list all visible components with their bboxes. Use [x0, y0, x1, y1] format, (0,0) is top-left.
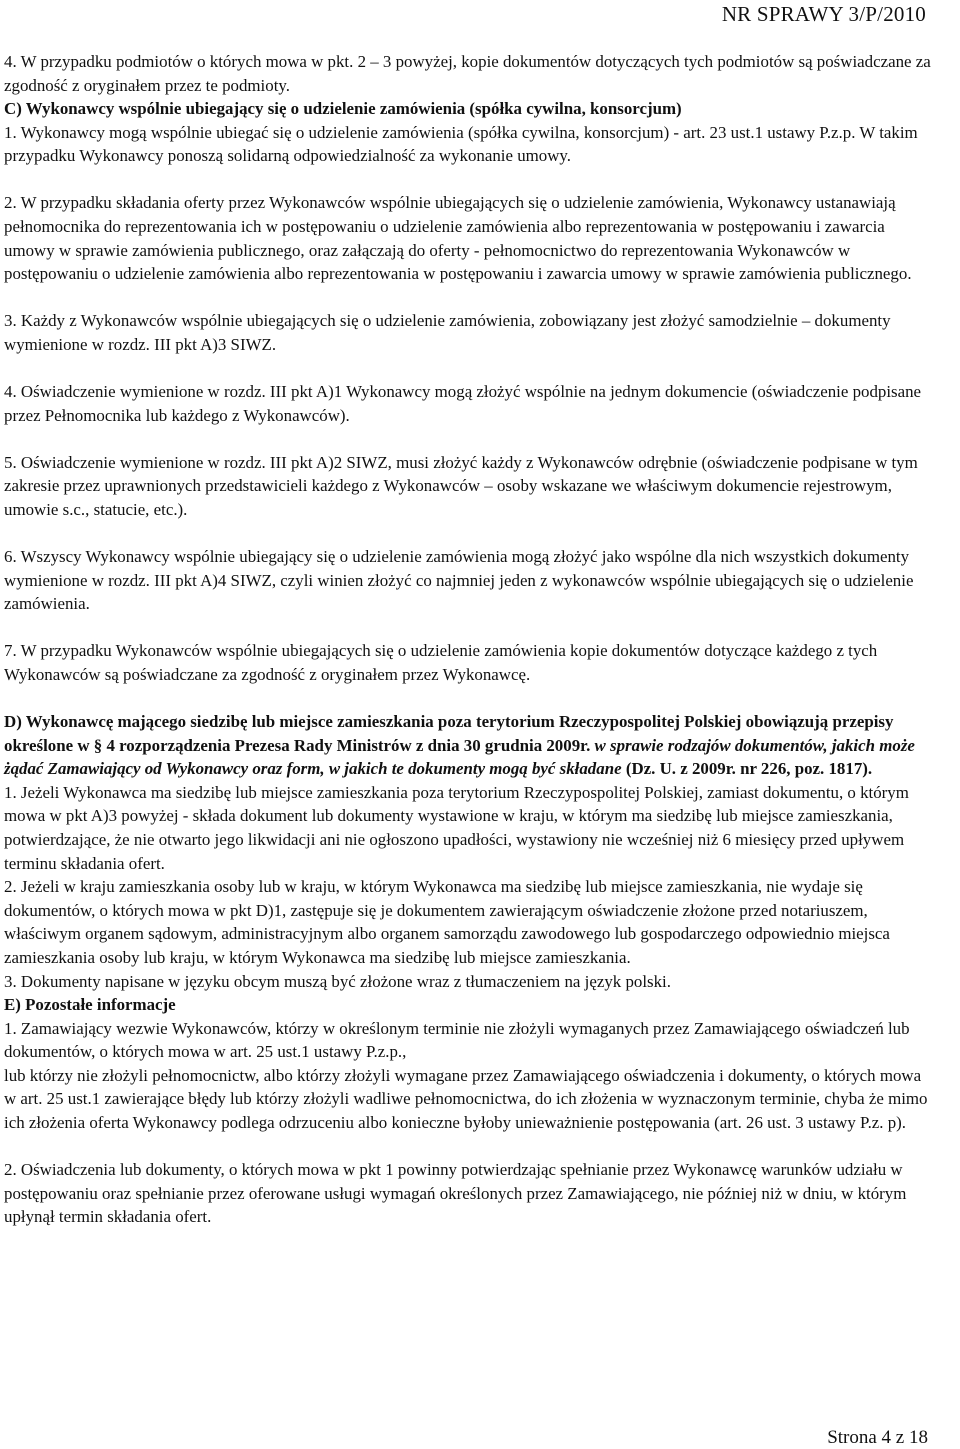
paragraph-c3: 3. Każdy z Wykonawców wspólnie ubiegających się o udzielenie zamówienia, zobowiązany jest złożyć samodzielnie – dokumenty wymienione w rozdz. III pkt A)3 SIWZ.	[4, 311, 891, 354]
paragraph-e2: 2. Oświadczenia lub dokumenty, o których mowa w pkt 1 powinny potwierdzając spełnianie przez Wykonawcę warunków udziału w postępowaniu oraz spełnianie przez oferowane usługi wymagań określonych przez Zamawiającego, nie później niż w dniu, w którym upłynął termin składania ofert.	[4, 1160, 907, 1227]
paragraph-d1: 1. Jeżeli Wykonawca ma siedzibę lub miejsce zamieszkania poza terytorium Rzeczypospolitej Polskiej, zamiast dokumentu, o którym mowa w pkt A)3 powyżej - składa dokument lub dokumenty wystawione w kraju, w którym ma siedzibę lub miejsce zamieszkania, potwierdzające, że nie otwarto jego likwidacji ani nie ogłoszono upadłości, wystawiony nie wcześniej niż 6 miesięcy przed upływem terminu składania ofert.	[4, 782, 909, 873]
case-number-header: NR SPRAWY 3/P/2010	[721, 2, 926, 26]
paragraph-c1: 1. Wykonawcy mogą wspólnie ubiegać się o udzielenie zamówienia (spółka cywilna, konsorcjum) - art. 23 ust.1 ustawy P.z.p. W takim przypadku Wykonawcy ponoszą solidarną odpowiedzialność za wykonanie umowy.	[4, 122, 918, 166]
paragraph-c4: 4. Oświadczenie wymienione w rozdz. III pkt A)1 Wykonawcy mogą złożyć wspólnie na jednym dokumencie (oświadczenie podpisane przez Pełnomocnika lub każdego z Wykonawców).	[4, 382, 922, 425]
section-d-heading-tail: (Dz. U. z 2009r. nr 226, poz. 1817).	[621, 759, 873, 779]
paragraph-c2: 2. W przypadku składania oferty przez Wykonawców wspólnie ubiegających się o udzielenie zamówienia, Wykonawcy ustanawiają pełnomocnika do reprezentowania ich w postępowaniu o udzielenie zamówienia albo reprezentowania w postępowaniu i zawarcia umowy w sprawie zamówienia publicznego, oraz załączają do oferty - pełnomocnictwo do reprezentowania Wykonawców w postępowaniu o udzielenie zamówienia albo reprezentowania w postępowaniu i zawarcia umowy w sprawie zamówienia publicznego.	[4, 193, 912, 284]
paragraph-e1-line2: lub którzy nie złożyli pełnomocnictw, albo którzy złożyli wymagane przez Zamawiającego oświadczenia i dokumenty, o których mowa w art. 25 ust.1 zawierające błędy lub którzy złożyli wadliwe pełnomocnictwa, do ich złożenia w wyznaczonym terminie, chyba że mimo ich złożenia oferta Wykonawcy podlega odrzuceniu albo konieczne byłoby unieważnienie postępowania (art. 26 ust. 3 ustawy P.z. p).	[4, 1065, 928, 1133]
paragraph-c5: 5. Oświadczenie wymienione w rozdz. III pkt A)2 SIWZ, musi złożyć każdy z Wykonawców odrębnie (oświadczenie podpisane w tym zakresie przez uprawnionych przedstawicieli każdego z Wykonawców – osoby wskazane we właściwym dokumencie rejestrowym, umowie s.c., statucie, etc.).	[4, 452, 918, 519]
section-d-heading	[4, 710, 934, 781]
section-c-heading: C) Wykonawcy wspólnie ubiegający się o udzielenie zamówienia (spółka cywilna, konsorcjum)	[4, 99, 682, 119]
section-e-heading: E) Pozostałe informacje	[4, 995, 176, 1015]
page-number: Strona 4 z 18	[827, 1427, 928, 1448]
section-d-heading-text: D) Wykonawcę mającego siedzibę lub miejsce zamieszkania poza terytorium Rzeczypospolitej Polskiej obowiązują przepisy określone w § 4 rozporządzenia Prezesa Rady Ministrów z dnia 30 grudnia 2009r.	[4, 711, 894, 755]
paragraph-d3: 3. Dokumenty napisane w języku obcym muszą być złożone wraz z tłumaczeniem na język polski.	[4, 971, 671, 991]
paragraph-d2: 2. Jeżeli w kraju zamieszkania osoby lub w kraju, w którym Wykonawca ma siedzibę lub miejsce zamieszkania, nie wydaje się dokumentów, o których mowa w pkt D)1, zastępuje się je dokumentem zawierającym oświadczenie złożone przed notariuszem, właściwym organem sądowym, administracyjnym albo organem samorządu zawodowego lub gospodarczego odpowiednio miejsca zamieszkania osoby lub kraju, w którym Wykonawca ma siedzibę lub miejsce zamieszkania.	[4, 877, 890, 967]
paragraph-c7: 7. W przypadku Wykonawców wspólnie ubiegających się o udzielenie zamówienia kopie dokumentów dotyczące każdego z tych Wykonawców są poświadczane za zgodność z oryginałem przez Wykonawcę.	[4, 641, 878, 684]
paragraph-e1-line1: 1. Zamawiający wezwie Wykonawców, którzy w określonym terminie nie złożyli wymaganych przez Zamawiającego oświadczeń lub dokumentów, o których mowa w art. 25 ust.1 ustawy P.z.p.,	[4, 1018, 910, 1062]
section-d-heading-italic: w sprawie rodzajów dokumentów, jakich może żądać Zamawiający od Wykonawcy oraz form, w jakich te dokumenty mogą być składane	[4, 735, 915, 779]
paragraph-b4: 4. W przypadku podmiotów o których mowa w pkt. 2 – 3 powyżej, kopie dokumentów dotyczących tych podmiotów są poświadczane za zgodność z oryginałem przez te podmioty.	[4, 52, 931, 95]
paragraph-c6: 6. Wszyscy Wykonawcy wspólnie ubiegający się o udzielenie zamówienia mogą złożyć jako wspólne dla nich wszystkich dokumenty wymienione w rozdz. III pkt A)4 SIWZ, czyli winien złożyć co najmniej jeden z wykonawców wspólnie ubiegających się o udzielenie zamówienia.	[4, 547, 914, 614]
document-body	[4, 50, 934, 1229]
